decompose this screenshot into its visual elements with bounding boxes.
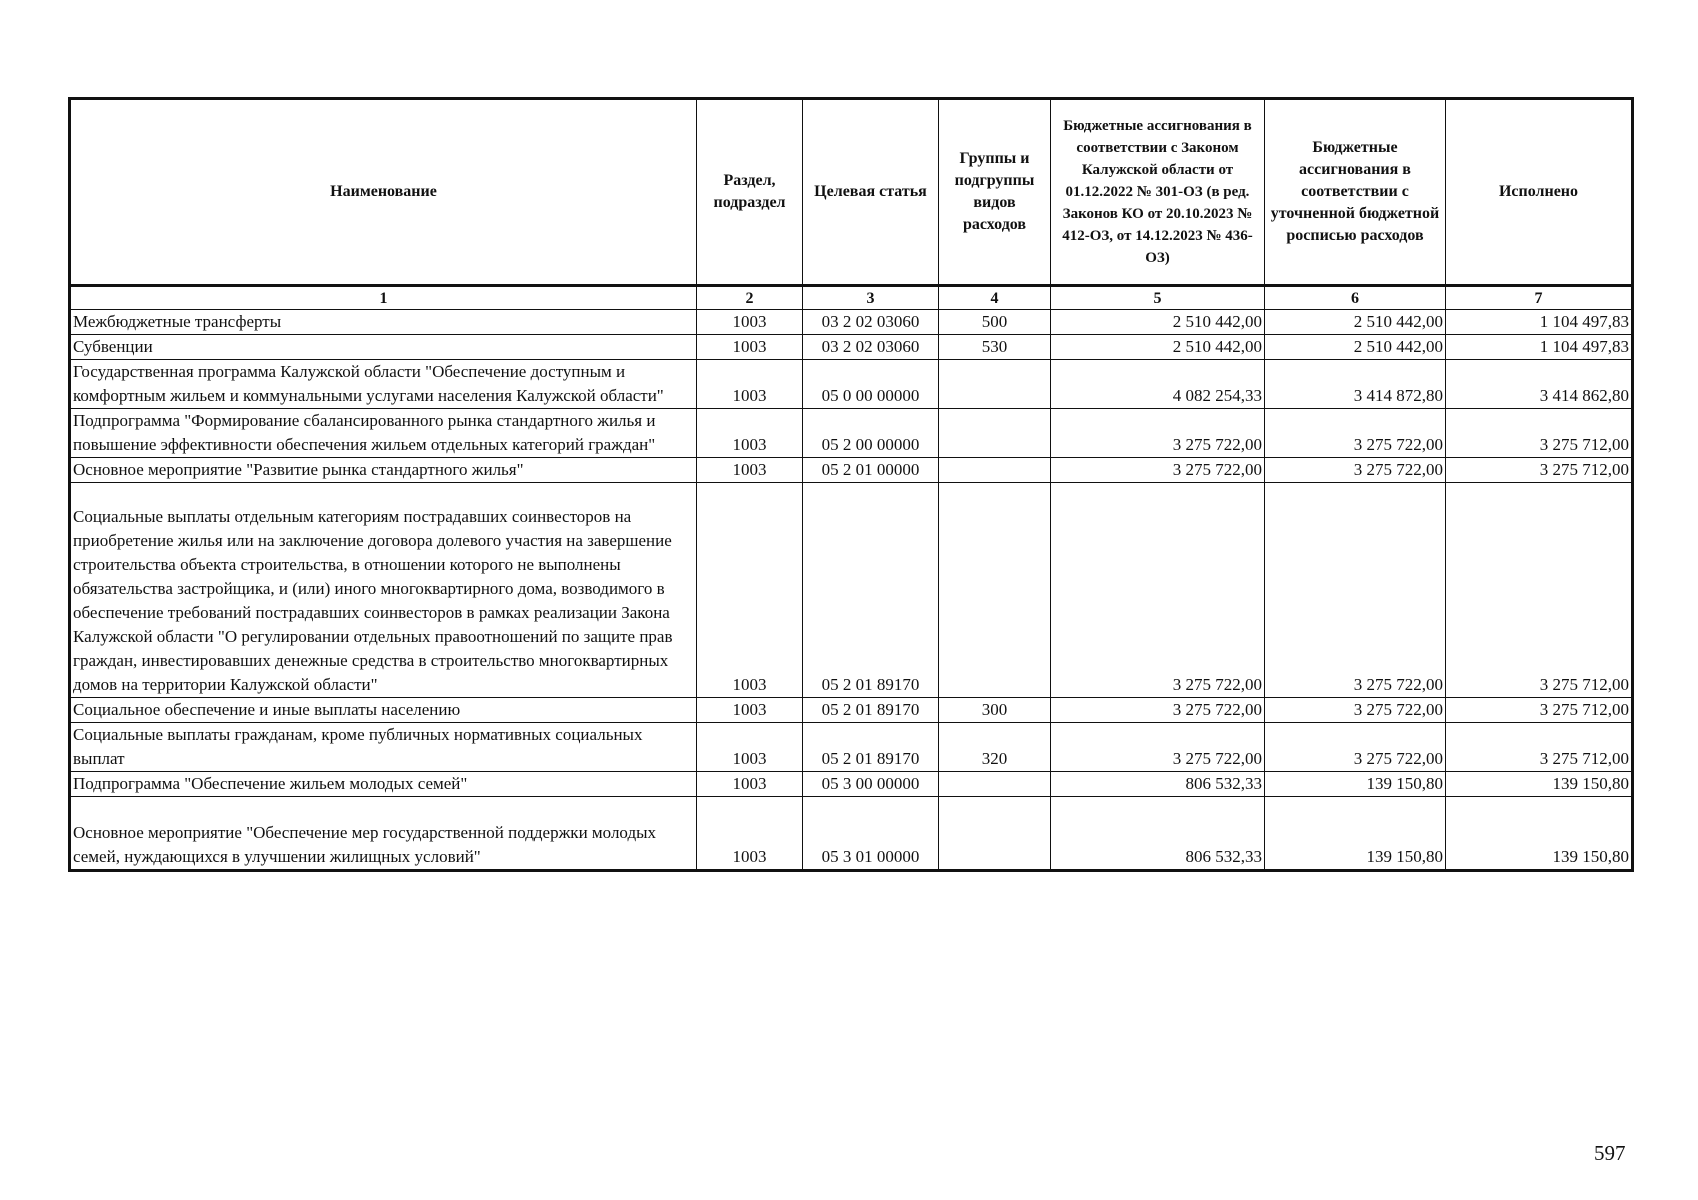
row-refined-amount: 3 275 722,00 [1265,458,1446,483]
row-law-amount: 3 275 722,00 [1051,698,1265,723]
row-section: 1003 [697,310,803,335]
row-name: Субвенции [70,335,697,360]
row-name: Межбюджетные трансферты [70,310,697,335]
row-refined-amount: 2 510 442,00 [1265,335,1446,360]
header-row [70,99,1633,286]
row-section: 1003 [697,409,803,458]
row-refined-amount: 3 275 722,00 [1265,723,1446,772]
header-article: Целевая статья [803,99,939,286]
row-name: Государственная программа Калужской области "Обеспечение доступным и комфортным жильем и коммунальными услугами населения Калужской области" [70,360,697,409]
table-row [70,723,1633,772]
row-group [939,483,1051,698]
row-section: 1003 [697,335,803,360]
row-group [939,360,1051,409]
row-group: 300 [939,698,1051,723]
row-executed-amount: 3 275 712,00 [1446,458,1633,483]
table-row [70,335,1633,360]
header-name: Наименование [70,99,697,286]
row-refined-amount: 3 275 722,00 [1265,409,1446,458]
header-refined-appropriations: Бюджетные ассигнования в соответствии с уточненной бюджетной росписью расходов [1265,99,1446,286]
header-group: Группы и подгруппы видов расходов [939,99,1051,286]
row-group [939,797,1051,871]
row-section: 1003 [697,483,803,698]
row-refined-amount: 139 150,80 [1265,797,1446,871]
row-group: 320 [939,723,1051,772]
row-law-amount: 3 275 722,00 [1051,483,1265,698]
row-section: 1003 [697,698,803,723]
row-article: 05 3 01 00000 [803,797,939,871]
row-name: Подпрограмма "Формирование сбалансированного рынка стандартного жилья и повышение эффективности обеспечения жильем отдельных категорий граждан" [70,409,697,458]
column-number: 4 [939,286,1051,310]
column-number: 7 [1446,286,1633,310]
row-executed-amount: 1 104 497,83 [1446,335,1633,360]
row-name: Социальные выплаты гражданам, кроме публичных нормативных социальных выплат [70,723,697,772]
row-section: 1003 [697,723,803,772]
budget-table [68,97,1634,872]
row-executed-amount: 3 414 862,80 [1446,360,1633,409]
row-refined-amount: 3 275 722,00 [1265,698,1446,723]
row-refined-amount: 3 414 872,80 [1265,360,1446,409]
row-article: 05 2 01 89170 [803,723,939,772]
column-number: 2 [697,286,803,310]
row-law-amount: 4 082 254,33 [1051,360,1265,409]
row-refined-amount: 3 275 722,00 [1265,483,1446,698]
row-law-amount: 2 510 442,00 [1051,310,1265,335]
row-executed-amount: 3 275 712,00 [1446,483,1633,698]
row-executed-amount: 3 275 712,00 [1446,698,1633,723]
row-refined-amount: 139 150,80 [1265,772,1446,797]
table-body [70,310,1633,871]
row-section: 1003 [697,772,803,797]
row-executed-amount: 139 150,80 [1446,772,1633,797]
row-executed-amount: 3 275 712,00 [1446,409,1633,458]
row-law-amount: 806 532,33 [1051,772,1265,797]
table-row [70,698,1633,723]
row-law-amount: 3 275 722,00 [1051,458,1265,483]
table-row [70,483,1633,698]
row-article: 05 3 00 00000 [803,772,939,797]
row-name: Подпрограмма "Обеспечение жильем молодых семей" [70,772,697,797]
table-row [70,797,1633,871]
page-number: 597 [1594,1141,1626,1165]
row-article: 05 2 01 89170 [803,483,939,698]
column-number: 6 [1265,286,1446,310]
table-row [70,458,1633,483]
row-group [939,772,1051,797]
table-row [70,772,1633,797]
row-executed-amount: 139 150,80 [1446,797,1633,871]
row-name: Основное мероприятие "Обеспечение мер государственной поддержки молодых семей, нуждающихся в улучшении жилищных условий" [70,797,697,871]
row-law-amount: 2 510 442,00 [1051,335,1265,360]
row-executed-amount: 3 275 712,00 [1446,723,1633,772]
row-section: 1003 [697,797,803,871]
row-refined-amount: 2 510 442,00 [1265,310,1446,335]
header-executed: Исполнено [1446,99,1633,286]
row-section: 1003 [697,360,803,409]
row-law-amount: 3 275 722,00 [1051,409,1265,458]
row-law-amount: 806 532,33 [1051,797,1265,871]
row-law-amount: 3 275 722,00 [1051,723,1265,772]
row-group [939,458,1051,483]
table-row [70,310,1633,335]
table-row [70,360,1633,409]
column-number-row [70,286,1633,310]
row-name: Основное мероприятие "Развитие рынка стандартного жилья" [70,458,697,483]
row-article: 03 2 02 03060 [803,310,939,335]
column-number: 5 [1051,286,1265,310]
row-name: Социальное обеспечение и иные выплаты населению [70,698,697,723]
header-section: Раздел, подраздел [697,99,803,286]
table-row [70,409,1633,458]
header-law-appropriations: Бюджетные ассигнования в соответствии с Законом Калужской области от 01.12.2022 № 301-ОЗ (в ред. Законов КО от 20.10.2023 № 412-ОЗ, от 14.12.2023 № 436-ОЗ) [1051,99,1265,286]
table-header [70,99,1633,310]
row-group [939,409,1051,458]
row-group: 500 [939,310,1051,335]
row-executed-amount: 1 104 497,83 [1446,310,1633,335]
row-article: 03 2 02 03060 [803,335,939,360]
row-article: 05 2 00 00000 [803,409,939,458]
row-group: 530 [939,335,1051,360]
row-article: 05 2 01 00000 [803,458,939,483]
column-number: 1 [70,286,697,310]
row-article: 05 0 00 00000 [803,360,939,409]
row-section: 1003 [697,458,803,483]
row-name: Социальные выплаты отдельным категориям пострадавших соинвесторов на приобретение жилья или на заключение договора долевого участия на завершение строительства объекта строительства, в отношении которого не выполнены обязательства застройщика, и (или) иного многоквартирного дома, возводимого в обеспечение требований пострадавших соинвесторов в рамках реализации Закона Калужской области "О регулировании отдельных правоотношений по защите прав граждан, инвестировавших денежные средства в строительство многоквартирных домов на территории Калужской области" [70,483,697,698]
column-number: 3 [803,286,939,310]
row-article: 05 2 01 89170 [803,698,939,723]
